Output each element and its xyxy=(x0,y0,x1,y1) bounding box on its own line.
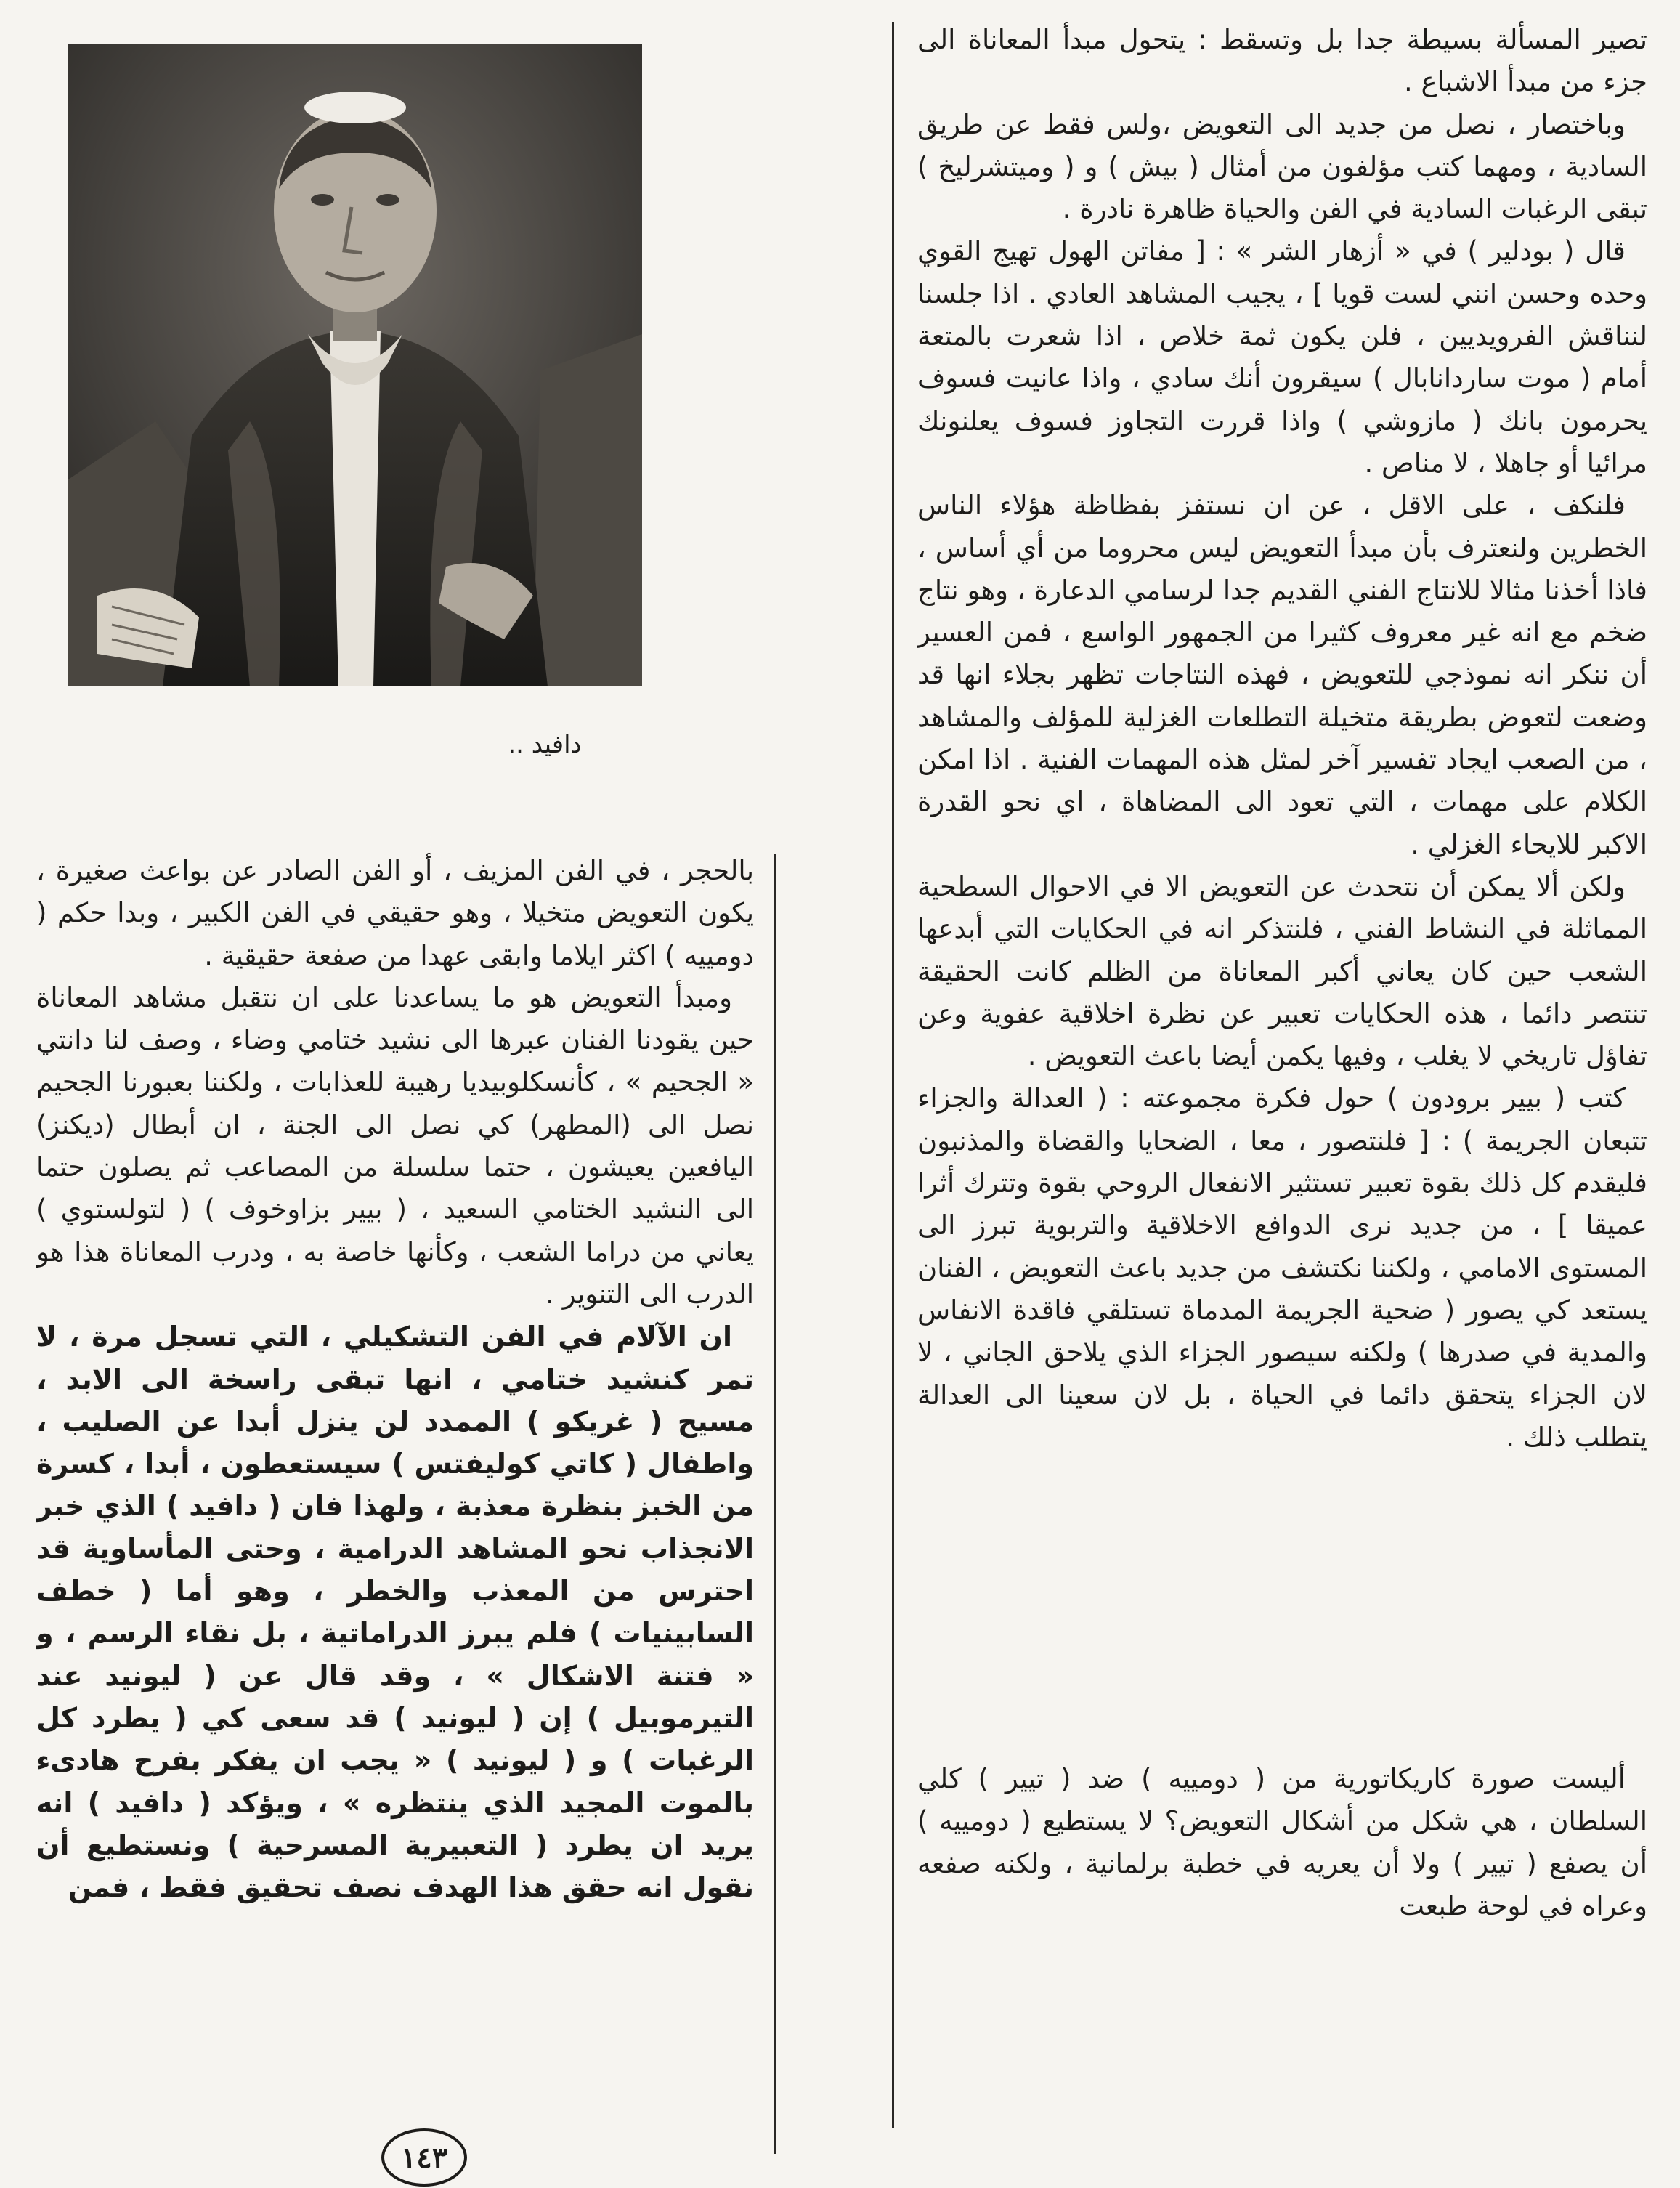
portrait-image xyxy=(68,44,642,686)
portrait-photo xyxy=(68,44,642,686)
paragraph: قال ( بودلير ) في « أزهار الشر » : [ مفاتن الهول تهيج القوي وحده وحسن انني لست قويا ] ، يجيب المشاهد العادي . اذا جلسنا لنناقش الفرويديين ، فلن يكون ثمة خلاص ، اذا شعرت بالمتعة أمام ( موت ساردانابال ) سيقرون أنك سادي ، واذا عانيت فسوف يحرمون بانك ( مازوشي ) واذا قررت التجاوز فسوف يعلنونك مرائيا أو جاهلا ، لا مناص . xyxy=(917,235,1647,479)
column-divider xyxy=(892,22,894,2128)
paragraph: ولكن ألا يمكن أن نتحدث عن التعويض الا في الاحوال السطحية المماثلة في النشاط الفني ، فلنتذكر انه في الحكايات التي أبدعها الشعب حين كان يعاني أكبر المعاناة من الظلم كانت الحقيقة تنتصر دائما ، هذه الحكايات تعبير عن نظرة اخلاقية عفوية وعن تفاؤل تاريخي لا يغلب ، وفيها يكمن أيضا باعث التعويض . xyxy=(917,870,1647,1072)
paragraph: بالحجر ، في الفن المزيف ، أو الفن الصادر عن بواعث صغيرة ، يكون التعويض متخيلا ، وهو حقيقي في الفن الكبير ، وبدا حكم ( دومييه ) اكثر ايلاما وابقى عهدا من صفعة حقيقية . xyxy=(36,855,754,971)
paragraph: وباختصار ، نصل من جديد الى التعويض ،ولس فقط عن طريق السادية ، ومهما كتب مؤلفون من أمثال ( بيش ) و ( وميتشرليخ ) تبقى الرغبات السادية في الفن والحياة ظاهرة نادرة . xyxy=(917,108,1647,225)
figure-caption: دافيد .. xyxy=(508,730,582,759)
paragraph: ومبدأ التعويض هو ما يساعدنا على ان نتقبل مشاهد المعاناة حين يقودنا الفنان عبرها الى نشيد ختامي وضاء ، وصف لنا دانتي « الجحيم » ، كأنسكلوبيديا رهيبة للعذابات ، ولكننا بعبورنا الجحيم نصل الى (المطهر) كي نصل الى الجنة ، ان أبطال (ديكنز) اليافعين يعيشون ، حتما سلسلة من المصاعب ثم يصلون حتما الى النشيد الختامي السعيد ، ( بيير بزاوخوف ) ( لتولستوي ) يعاني من دراما الشعب ، وكأنها خاصة به ، ودرب المعاناة هذا هو الدرب الى التنوير . xyxy=(36,981,754,1310)
bold-paragraph: ان الآلام في الفن التشكيلي ، التي تسجل مرة ، لا تمر كنشيد ختامي ، انها تبقى راسخة الى الابد ، مسيح ( غريكو ) الممدد لن ينزل أبدا عن الصليب ، واطفال ( كاتي كوليفتس ) سيستعطون ، أبدا ، كسرة من الخبز بنظرة معذبة ، ولهذا فان ( دافيد ) الذي خبر الانجذاب نحو المشاهد الدرامية ، وحتى المأساوية قد احترس من المعذب والخطر ، وهو أما ( خطف السابينيات ) فلم يبرز الدراماتية ، بل نقاء الرسم ، و « فتنة الاشكال » ، وقد قال عن ( ليونيد عند التيرموبيل ) إن ( ليونيد ) قد سعى كي ( يطرد كل الرغبات ) و ( ليونيد ) « يجب ان يفكر بفرح هادىء بالموت المجيد الذي ينتظره » ، ويؤكد ( دافيد ) انه يريد ان يطرد ( التعبيرية المسرحية ) ونستطيع أن نقول انه حقق هذا الهدف نصف تحقيق فقط ، فمن xyxy=(36,1321,754,1904)
paragraph: تصير المسألة بسيطة جدا بل وتسقط : يتحول مبدأ المعاناة الى جزء من مبدأ الاشباع . xyxy=(917,24,1647,98)
page-number: ١٤٣ xyxy=(381,2128,467,2187)
paragraph: فلنكف ، على الاقل ، عن ان نستفز بفظاظة هؤلاء الناس الخطرين ولنعترف بأن مبدأ التعويض ليس محروما من أي أساس ، فاذا أخذنا مثالا للانتاج الفني القديم جدا لرسامي الدعارة ، وهو نتاج ضخم مع انه غير معروف كثيرا من الجمهور الواسع ، فمن العسير أن ننكر انه نموذجي للتعويض ، فهذه النتاجات تظهر بجلاء انها قد وضعت لتعوض بطريقة متخيلة التطلعات الغزلية للمؤلف والمشاهد ، من الصعب ايجاد تفسير آخر لمثل هذه المهمات الفنية . اذا امكن الكلام على مهمات ، التي تعود الى المضاهاة ، اي نحو القدرة الاكبر للايحاء الغزلي . xyxy=(917,490,1647,860)
left-column-rule xyxy=(774,854,776,2154)
paragraph: كتب ( بيير برودون ) حول فكرة مجموعته : ( العدالة والجزاء تتبعان الجريمة ) : [ فلنتصور ، معا ، الضحايا والقضاة والمذنبون فليقدم كل ذلك بقوة تعبير تستثير الانفعال الروحي بقوة وتترك أثرا عميقا ] ، من جديد نرى الدوافع الاخلاقية والتربوية تبرز الى المستوى الامامي ، ولكننا نكتشف من جديد باعث التعويض ، الفنان يستعد كي يصور ( ضحية الجريمة المدماة تستلقي فاقدة الانفاس والمدية في صدرها ) ولكنه سيصور الجزاء الذي يلاحق الجاني ، لا لان الجزاء يتحقق دائما في الحياة ، بل لان سعينا الى العدالة يتطلب ذلك . xyxy=(917,1082,1647,1453)
right-column-text xyxy=(917,19,1647,1755)
right-column-bottom-text xyxy=(917,1758,1647,2150)
paragraph: أليست صورة كاريكاتورية من ( دومييه ) ضد ( تيير ) كلي السلطان ، هي شكل من أشكال التعويض؟ لا يستطيع ( دومييه ) أن يصفع ( تيير ) ولا أن يعريه في خطبة برلمانية ، ولكنه صفعه وعراه في لوحة طبعت xyxy=(917,1763,1647,1921)
left-column-text xyxy=(36,850,754,2114)
